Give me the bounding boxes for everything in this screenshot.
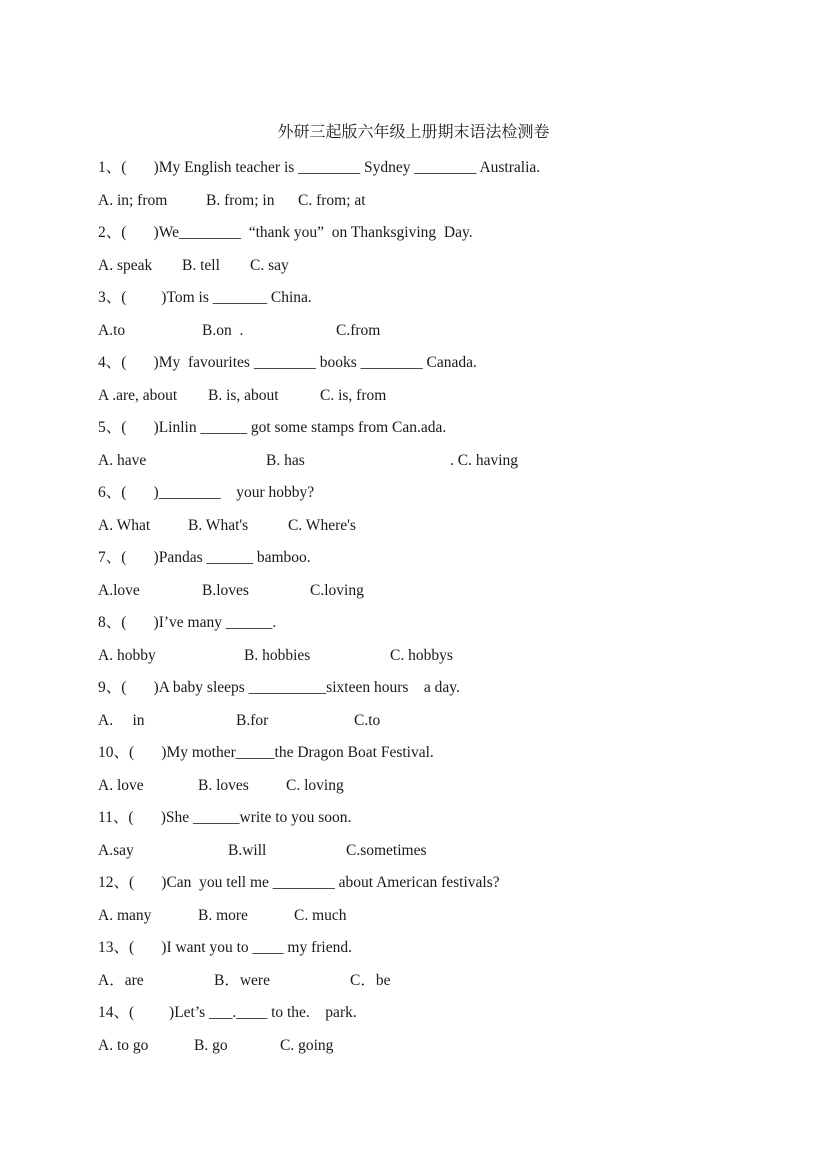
option-b: B. go: [194, 1037, 228, 1054]
question-10-stem: 10、( )My mother_____the Dragon Boat Festival.: [98, 744, 434, 761]
option-c: . C. having: [450, 452, 519, 469]
option-c: C.to: [354, 712, 381, 729]
question-1-stem: 1、( )My English teacher is ________ Sydney ________ Australia.: [98, 159, 541, 176]
option-c: C. going: [280, 1037, 334, 1054]
option-c: C. loving: [286, 777, 344, 794]
option-c: C．be: [350, 972, 391, 989]
question-9-stem: 9、( )A baby sleeps __________sixteen hours a day.: [98, 679, 460, 696]
option-c: C. much: [294, 907, 347, 924]
option-b: B. is, about: [208, 387, 279, 404]
page-title: 外研三起版六年级上册期末语法检测卷: [277, 122, 550, 141]
question-5-stem: 5、( )Linlin ______ got some stamps from Can.ada.: [98, 419, 447, 436]
option-b: B. loves: [198, 777, 249, 794]
option-c: C. is, from: [320, 387, 387, 404]
option-b: B.on .: [202, 322, 244, 339]
option-b: B.for: [236, 712, 269, 729]
option-b: B. more: [198, 907, 248, 924]
option-b: B. hobbies: [244, 647, 311, 664]
question-2-stem: 2、( )We________ “thank you” on Thanksgiving Day.: [98, 224, 473, 241]
option-a: A. hobby: [98, 647, 156, 664]
option-c: C.from: [336, 322, 381, 339]
option-b: B. from; in: [206, 192, 275, 209]
option-c: C. hobbys: [390, 647, 453, 664]
option-c: C. Where's: [288, 517, 356, 534]
option-b: B. has: [266, 452, 305, 469]
question-3-stem: 3、( )Tom is _______ China.: [98, 289, 312, 306]
option-b: B.will: [228, 842, 267, 859]
question-6-stem: 6、( )________ your hobby?: [98, 484, 315, 501]
option-c: C.loving: [310, 582, 364, 599]
option-a: A. to go: [98, 1037, 149, 1054]
option-a: A. in; from: [98, 192, 168, 209]
option-c: C. from; at: [298, 192, 366, 209]
question-4-stem: 4、( )My favourites ________ books ________ Canada.: [98, 354, 477, 371]
question-13-stem: 13、( )I want you to ____ my friend.: [98, 939, 352, 956]
option-a: A. What: [98, 517, 151, 534]
option-a: A.say: [98, 842, 134, 859]
option-b: B．were: [214, 972, 270, 989]
option-a: A .are, about: [98, 387, 178, 404]
option-a: A. love: [98, 777, 144, 794]
option-c: C. say: [250, 257, 289, 274]
option-a: A.love: [98, 582, 140, 599]
question-14-stem: 14、( )Let’s ___.____ to the. park.: [98, 1004, 357, 1021]
option-b: B.loves: [202, 582, 249, 599]
option-b: B. tell: [182, 257, 220, 274]
option-a: A.to: [98, 322, 126, 339]
option-c: C.sometimes: [346, 842, 427, 859]
option-b: B. What's: [188, 517, 249, 534]
question-12-stem: 12、( )Can you tell me ________ about American festivals?: [98, 874, 500, 891]
option-a: A. have: [98, 452, 147, 469]
question-7-stem: 7、( )Pandas ______ bamboo.: [98, 549, 311, 566]
question-11-stem: 11、( )She ______write to you soon.: [98, 809, 352, 826]
question-8-stem: 8、( )I’ve many ______.: [98, 614, 277, 631]
option-a: A. many: [98, 907, 152, 924]
option-a: A. in: [98, 712, 145, 729]
option-a: A. speak: [98, 257, 153, 274]
option-a: A．are: [98, 972, 144, 989]
